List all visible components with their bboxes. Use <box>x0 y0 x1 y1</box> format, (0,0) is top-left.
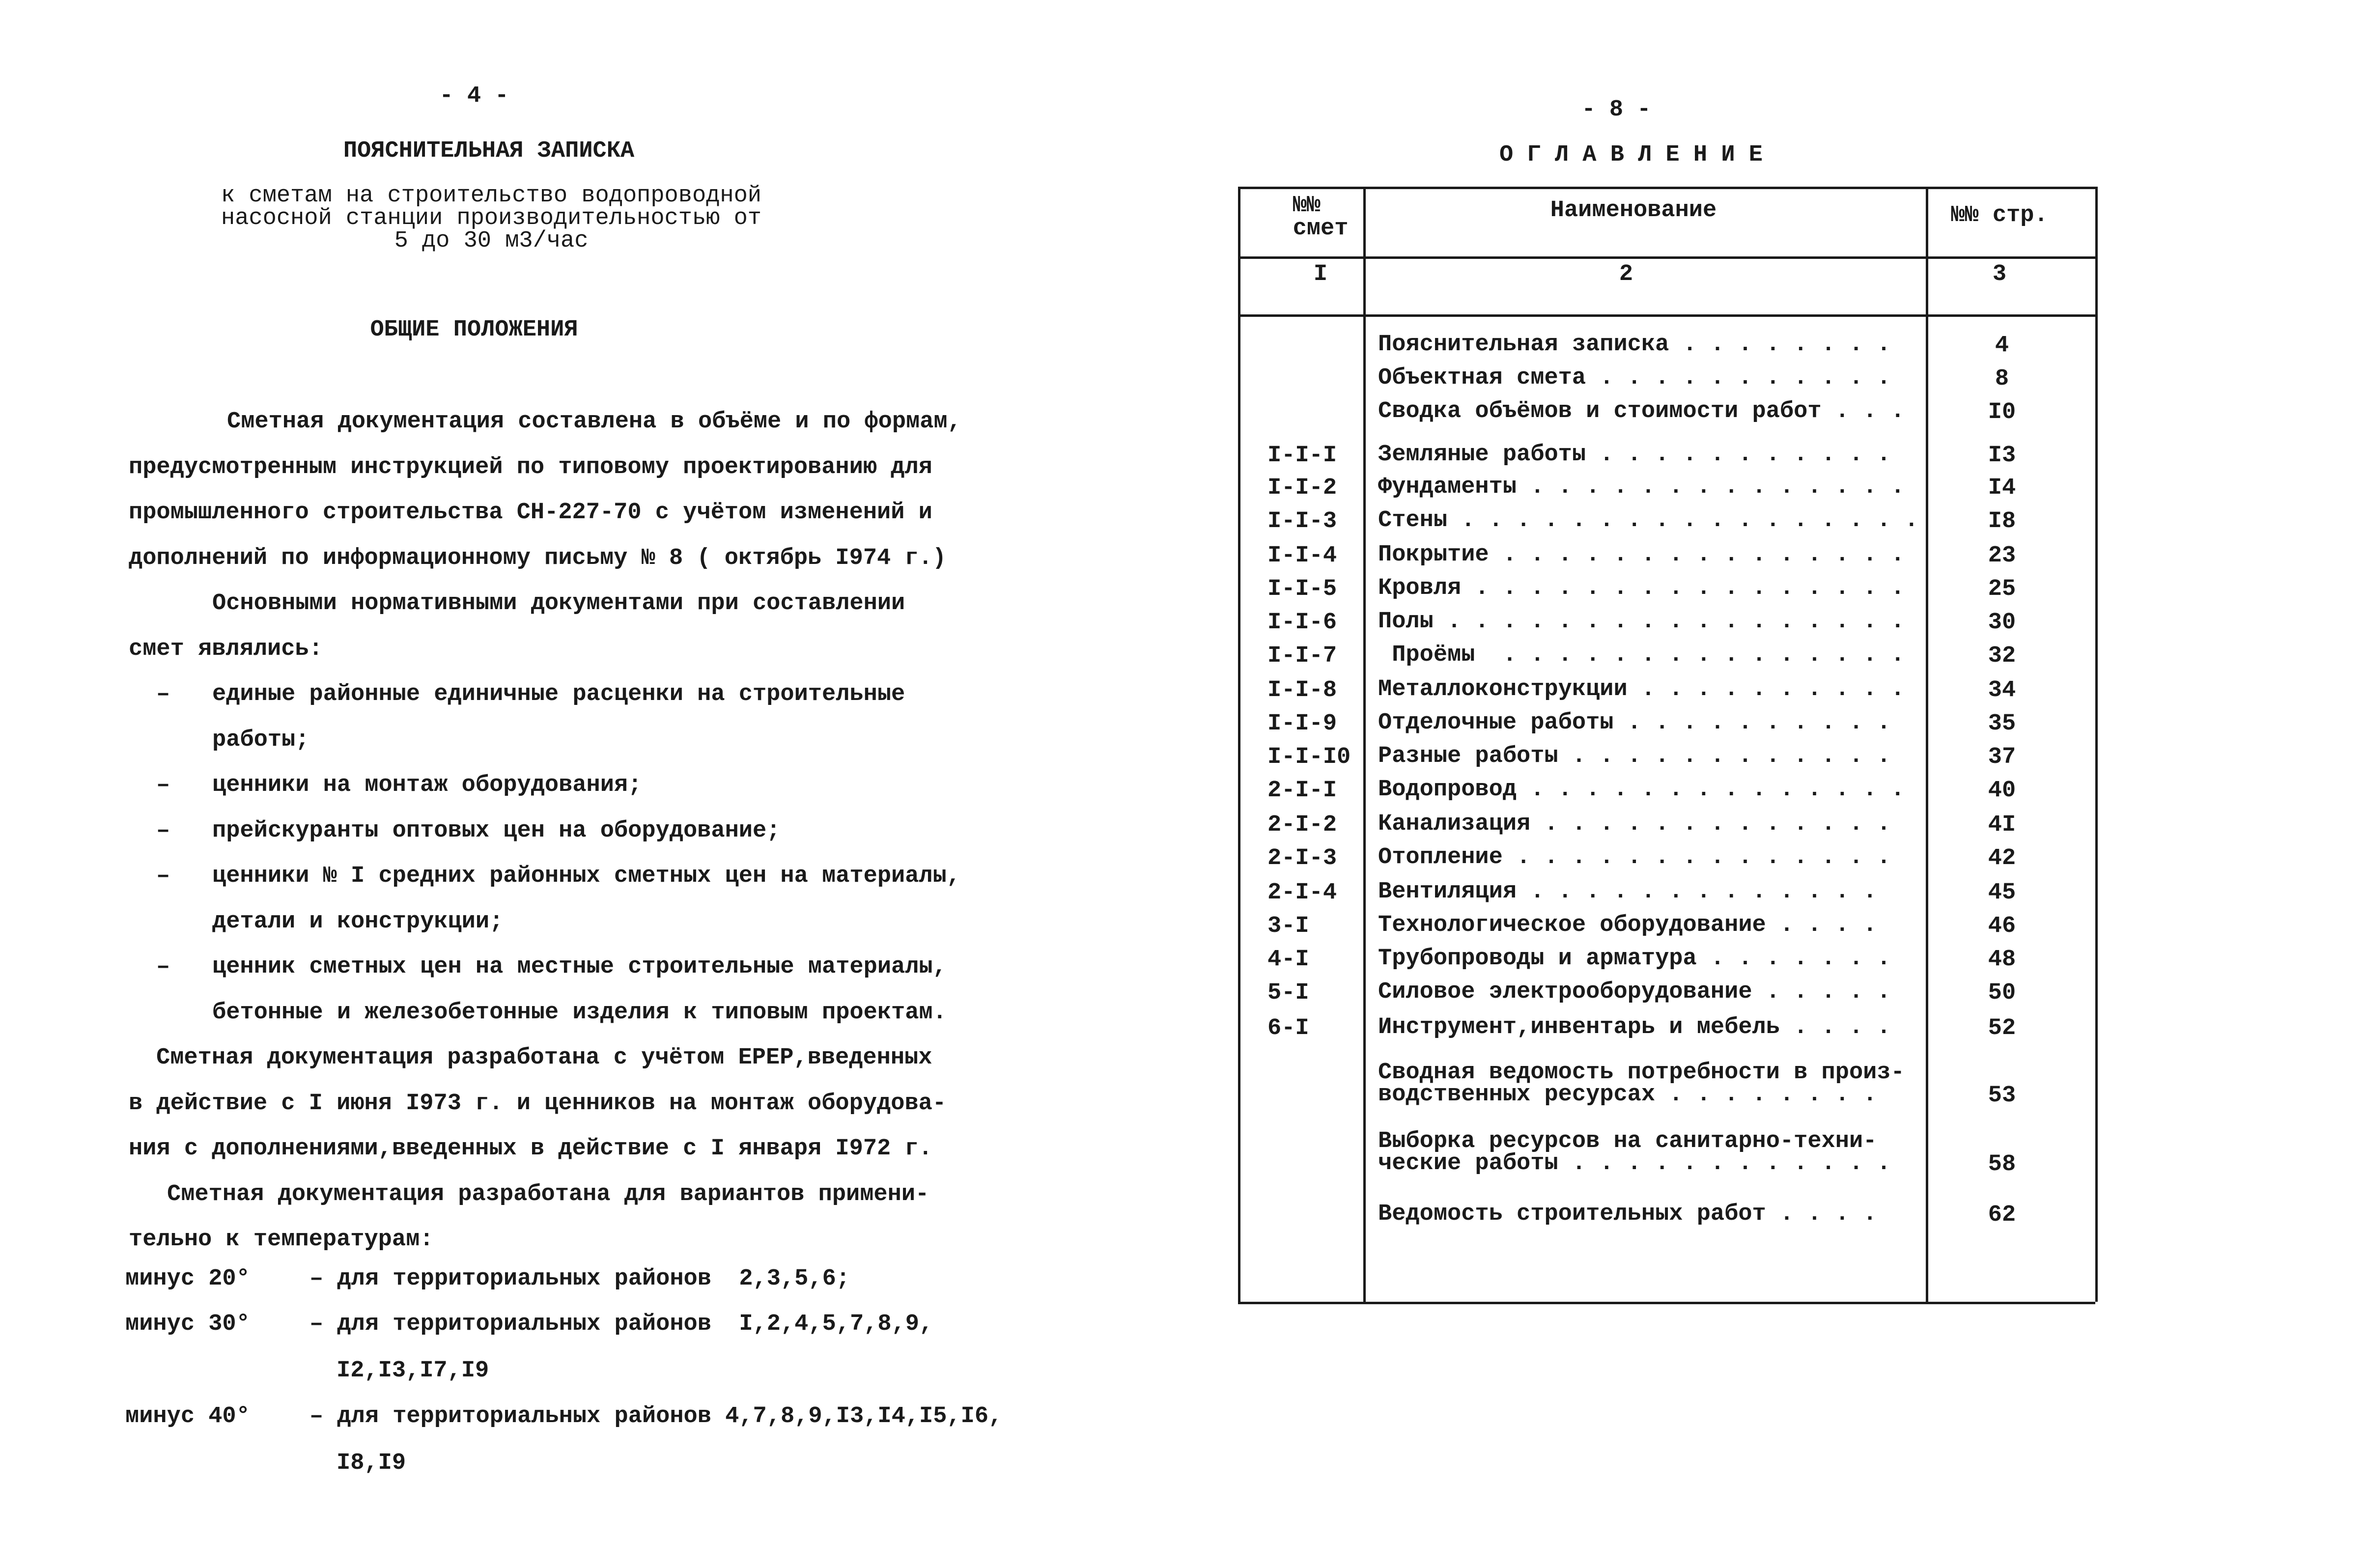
row-name: Отделочные работы . . . . . . . . . . <box>1378 710 1891 736</box>
temperature-regions: – для территориальных районов 4,7,8,9,I3,I4,I5,I6, <box>310 1403 1003 1429</box>
row-page-number: I8 <box>1988 508 2016 534</box>
temperature-regions-cont: I2,I3,I7,I9 <box>337 1358 489 1384</box>
row-page-number: 34 <box>1988 677 2016 703</box>
row-name: Трубопроводы и арматура . . . . . . . <box>1378 946 1891 972</box>
row-estimate-code: I-I-9 <box>1267 711 1337 737</box>
temperature-label: минус 30° <box>125 1311 250 1337</box>
row-estimate-code: 3-I <box>1267 913 1309 939</box>
row-estimate-code: I-I-4 <box>1267 543 1337 569</box>
row-page-number: 25 <box>1988 576 2016 602</box>
row-estimate-code: I-I-2 <box>1267 475 1337 501</box>
toc-title: О Г Л А В Л Е Н И Е <box>1499 142 1763 168</box>
body-line: детали и конструкции; <box>212 908 504 935</box>
row-page-number: 53 <box>1988 1083 2016 1109</box>
section-heading: ОБЩИЕ ПОЛОЖЕНИЯ <box>370 317 578 343</box>
row-estimate-code: 2-I-2 <box>1267 812 1337 838</box>
row-page-number: 48 <box>1988 947 2016 973</box>
body-line: Основными нормативными документами при составлении <box>212 590 905 616</box>
row-page-number: 62 <box>1988 1202 2016 1228</box>
body-line: дополнений по информационному письму № 8 ( октябрь I974 г.) <box>129 545 947 571</box>
table-border-right <box>2095 187 2098 1302</box>
subtitle-line: 5 до 30 м3/час <box>394 228 589 254</box>
row-estimate-code: I-I-I0 <box>1267 744 1351 770</box>
row-page-number: 58 <box>1988 1151 2016 1177</box>
row-name: Технологическое оборудование . . . . <box>1378 912 1877 938</box>
row-name: Инструмент,инвентарь и мебель . . . . <box>1378 1014 1891 1040</box>
row-page-number: 46 <box>1988 913 2016 939</box>
row-estimate-code: 2-I-3 <box>1267 845 1337 871</box>
row-page-number: 40 <box>1988 778 2016 804</box>
row-page-number: 35 <box>1988 711 2016 737</box>
table-border-left <box>1238 187 1240 1302</box>
row-page-number: 4I <box>1988 812 2016 838</box>
body-line: смет являлись: <box>129 636 323 662</box>
row-name: Металлоконструкции . . . . . . . . . . <box>1378 676 1905 702</box>
row-page-number: 32 <box>1988 643 2016 669</box>
row-name: Покрытие . . . . . . . . . . . . . . . <box>1378 542 1905 568</box>
row-estimate-code: I-I-6 <box>1267 610 1337 636</box>
row-page-number: I0 <box>1988 399 2016 425</box>
row-name: Выборка ресурсов на санитарно-техни- ческие работы . . . . . . . . . . . . <box>1378 1128 1891 1176</box>
row-name: Объектная смета . . . . . . . . . . . <box>1378 365 1891 391</box>
row-page-number: I4 <box>1988 475 2016 501</box>
row-estimate-code: 6-I <box>1267 1015 1309 1041</box>
body-line: в действие с I июня I973 г. и ценников на монтаж оборудова- <box>129 1090 947 1117</box>
subtitle-line: к сметам на строительство водопроводной <box>221 183 761 209</box>
row-estimate-code: I-I-5 <box>1267 576 1337 602</box>
row-estimate-code: 5-I <box>1267 980 1309 1006</box>
row-page-number: 45 <box>1988 880 2016 906</box>
body-line: Сметная документация разработана для вариантов примени- <box>167 1181 929 1207</box>
row-estimate-code: 2-I-I <box>1267 778 1337 804</box>
row-page-number: 42 <box>1988 845 2016 871</box>
row-estimate-code: I-I-I <box>1267 443 1337 469</box>
bullet-dash: – <box>156 863 170 889</box>
row-page-number: 4 <box>1995 333 2009 359</box>
temperature-regions: – для территориальных районов 2,3,5,6; <box>310 1266 850 1292</box>
row-name: Кровля . . . . . . . . . . . . . . . . <box>1378 575 1905 601</box>
row-estimate-code: I-I-8 <box>1267 677 1337 703</box>
temperature-regions-cont: I8,I9 <box>337 1450 406 1476</box>
page-number: - 4 - <box>439 83 509 109</box>
row-estimate-code: I-I-7 <box>1267 643 1337 669</box>
header-divider <box>1238 256 2095 259</box>
page-number: - 8 - <box>1581 97 1651 123</box>
body-line: Сметная документация составлена в объёме и по формам, <box>227 409 961 435</box>
row-name: Вентиляция . . . . . . . . . . . . . <box>1378 879 1877 905</box>
body-line: прейскуранты оптовых цен на оборудование; <box>212 817 781 844</box>
column-number: 3 <box>1992 261 2007 287</box>
header-divider <box>1238 314 2095 317</box>
row-name: Ведомость строительных работ . . . . <box>1378 1201 1877 1227</box>
row-page-number: 52 <box>1988 1015 2016 1041</box>
bullet-dash: – <box>156 772 170 798</box>
row-name: Земляные работы . . . . . . . . . . . <box>1378 442 1891 468</box>
body-line: бетонные и железобетонные изделия к типовым проектам. <box>212 999 947 1026</box>
column-divider <box>1363 187 1366 1302</box>
row-name: Проёмы . . . . . . . . . . . . . . . <box>1378 642 1905 668</box>
body-line: ния с дополнениями,введенных в действие с I января I972 г. <box>129 1136 932 1162</box>
body-line: промышленного строительства СН-227-70 с учётом изменений и <box>129 500 932 526</box>
body-line: единые районные единичные расценки на строительные <box>212 681 905 707</box>
row-name: Водопровод . . . . . . . . . . . . . . <box>1378 777 1905 803</box>
row-name: Стены . . . . . . . . . . . . . . . . . <box>1378 507 1918 533</box>
row-name: Полы . . . . . . . . . . . . . . . . . <box>1378 609 1905 635</box>
header-page-no: №№ стр. <box>1951 202 2048 228</box>
bullet-dash: – <box>156 681 170 707</box>
header-name: Наименование <box>1550 197 1717 224</box>
body-line: работы; <box>212 727 310 753</box>
document-title: ПОЯСНИТЕЛЬНАЯ ЗАПИСКА <box>343 138 635 164</box>
row-estimate-code: I-I-3 <box>1267 508 1337 534</box>
body-line: предусмотренным инструкцией по типовому проектированию для <box>129 454 932 480</box>
row-name: Фундаменты . . . . . . . . . . . . . . <box>1378 474 1905 500</box>
row-name: Канализация . . . . . . . . . . . . . <box>1378 811 1891 837</box>
row-name: Отопление . . . . . . . . . . . . . . <box>1378 844 1891 870</box>
body-line: ценники № I средних районных сметных цен на материалы, <box>212 863 961 889</box>
table-border-bottom <box>1238 1302 2095 1304</box>
row-name: Разные работы . . . . . . . . . . . . <box>1378 743 1891 769</box>
row-page-number: 50 <box>1988 980 2016 1006</box>
table-border-top <box>1238 187 2095 189</box>
bullet-dash: – <box>156 954 170 980</box>
column-number: 2 <box>1619 261 1633 287</box>
column-divider <box>1926 187 1928 1302</box>
body-line: ценник сметных цен на местные строительные материалы, <box>212 954 947 980</box>
row-name: Сводка объёмов и стоимости работ . . . <box>1378 398 1905 424</box>
column-number: I <box>1313 261 1328 287</box>
row-page-number: 23 <box>1988 543 2016 569</box>
body-line: ценники на монтаж оборудования; <box>212 772 642 798</box>
body-line: Сметная документация разработана с учётом ЕРЕР,введенных <box>156 1045 932 1071</box>
temperature-label: минус 40° <box>125 1403 250 1429</box>
row-estimate-code: 4-I <box>1267 947 1309 973</box>
temperature-label: минус 20° <box>125 1266 250 1292</box>
header-estimate-no: №№ смет <box>1293 193 1349 242</box>
bullet-dash: – <box>156 817 170 844</box>
row-name: Пояснительная записка . . . . . . . . <box>1378 332 1891 358</box>
temperature-regions: – для территориальных районов I,2,4,5,7,8,9, <box>310 1311 933 1337</box>
body-line: тельно к температурам: <box>129 1227 434 1253</box>
row-estimate-code: 2-I-4 <box>1267 880 1337 906</box>
row-page-number: I3 <box>1988 443 2016 469</box>
row-page-number: 30 <box>1988 610 2016 636</box>
subtitle-line: насосной станции производительностью от <box>221 205 761 231</box>
row-page-number: 37 <box>1988 744 2016 770</box>
row-name: Сводная ведомость потребности в произ- водственных ресурсах . . . . . . . . <box>1378 1060 1905 1108</box>
row-page-number: 8 <box>1995 366 2009 392</box>
row-name: Силовое электрооборудование . . . . . <box>1378 979 1891 1005</box>
